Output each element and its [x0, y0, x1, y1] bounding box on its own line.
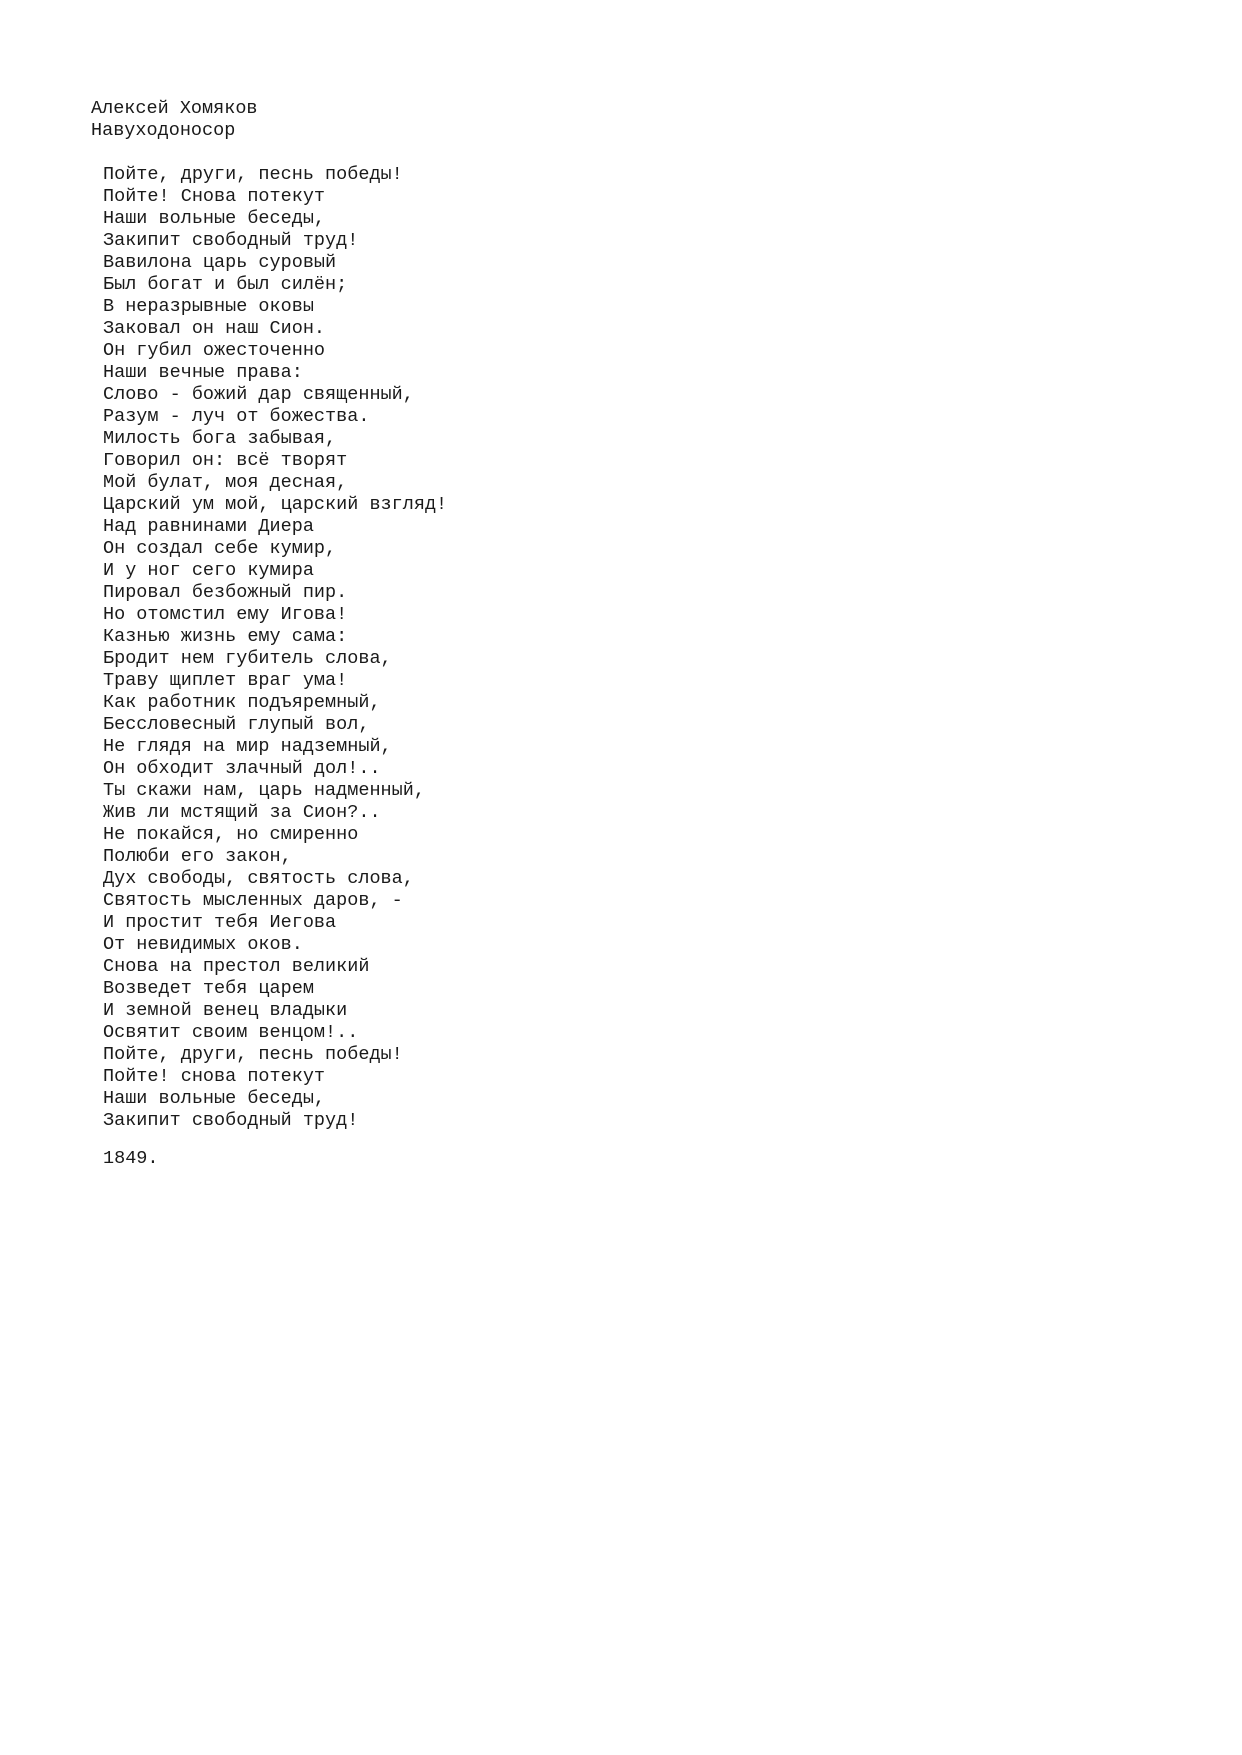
poem-line: В неразрывные оковы — [103, 296, 314, 317]
poem-line: Не глядя на мир надземный, — [103, 736, 392, 757]
poem-line: Траву щиплет враг ума! — [103, 670, 348, 691]
poem-line: От невидимых оков. — [103, 934, 303, 955]
poem-line: Он обходит злачный дол!.. — [103, 758, 381, 779]
poem-line: Полюби его закон, — [103, 846, 292, 867]
poem-line: И простит тебя Иегова — [103, 912, 337, 933]
poem-title: Навуходоносор — [91, 120, 236, 141]
poem-body — [103, 164, 447, 1132]
poem-line: Слово - божий дар священный, — [103, 384, 414, 405]
poem-line: Говорил он: всё творят — [103, 450, 348, 471]
poem-line: Снова на престол великий — [103, 956, 370, 977]
poem-line: Освятит своим венцом!.. — [103, 1022, 359, 1043]
author-name: Алексей Хомяков — [91, 98, 258, 119]
poem-line: Наши вольные беседы, — [103, 1088, 326, 1109]
poem-line: Пойте, други, песнь победы! — [103, 1044, 403, 1065]
poem-line: Разум - луч от божества. — [103, 406, 370, 427]
poem-line: Казнью жизнь ему сама: — [103, 626, 348, 647]
poem-line: Царский ум мой, царский взгляд! — [103, 494, 448, 515]
poem-line: Мой булат, моя десная, — [103, 472, 348, 493]
poem-line: Бессловесный глупый вол, — [103, 714, 370, 735]
poem-line: Над равнинами Диера — [103, 516, 314, 537]
poem-year: 1849. — [103, 1148, 159, 1169]
poem-line: Вавилона царь суровый — [103, 252, 337, 273]
poem-line: Пойте, други, песнь победы! — [103, 164, 403, 185]
poem-line: Пойте! снова потекут — [103, 1066, 326, 1087]
poem-line: Ты скажи нам, царь надменный, — [103, 780, 425, 801]
poem-line: Был богат и был силён; — [103, 274, 348, 295]
poem-line: Как работник подъяремный, — [103, 692, 381, 713]
poem-line: Наши вечные права: — [103, 362, 303, 383]
poem-line: Заковал он наш Сион. — [103, 318, 326, 339]
poem-line: Возведет тебя царем — [103, 978, 314, 999]
poem-line: Бродит нем губитель слова, — [103, 648, 392, 669]
poem-line: И земной венец владыки — [103, 1000, 348, 1021]
poem-line: Он губил ожесточенно — [103, 340, 326, 361]
poem-line: Закипит свободный труд! — [103, 230, 359, 251]
poem-line: Пировал безбожный пир. — [103, 582, 348, 603]
poem-line: И у ног сего кумира — [103, 560, 314, 581]
poem-line: Но отомстил ему Игова! — [103, 604, 348, 625]
poem-line: Он создал себе кумир, — [103, 538, 337, 559]
poem-line: Закипит свободный труд! — [103, 1110, 359, 1131]
poem-line: Дух свободы, святость слова, — [103, 868, 414, 889]
poem-line: Пойте! Снова потекут — [103, 186, 326, 207]
poem-line: Святость мысленных даров, - — [103, 890, 403, 911]
poem-line: Милость бога забывая, — [103, 428, 337, 449]
poem-line: Наши вольные беседы, — [103, 208, 326, 229]
poem-line: Не покайся, но смиренно — [103, 824, 359, 845]
document-header — [91, 98, 258, 142]
poem-line: Жив ли мстящий за Сион?.. — [103, 802, 381, 823]
